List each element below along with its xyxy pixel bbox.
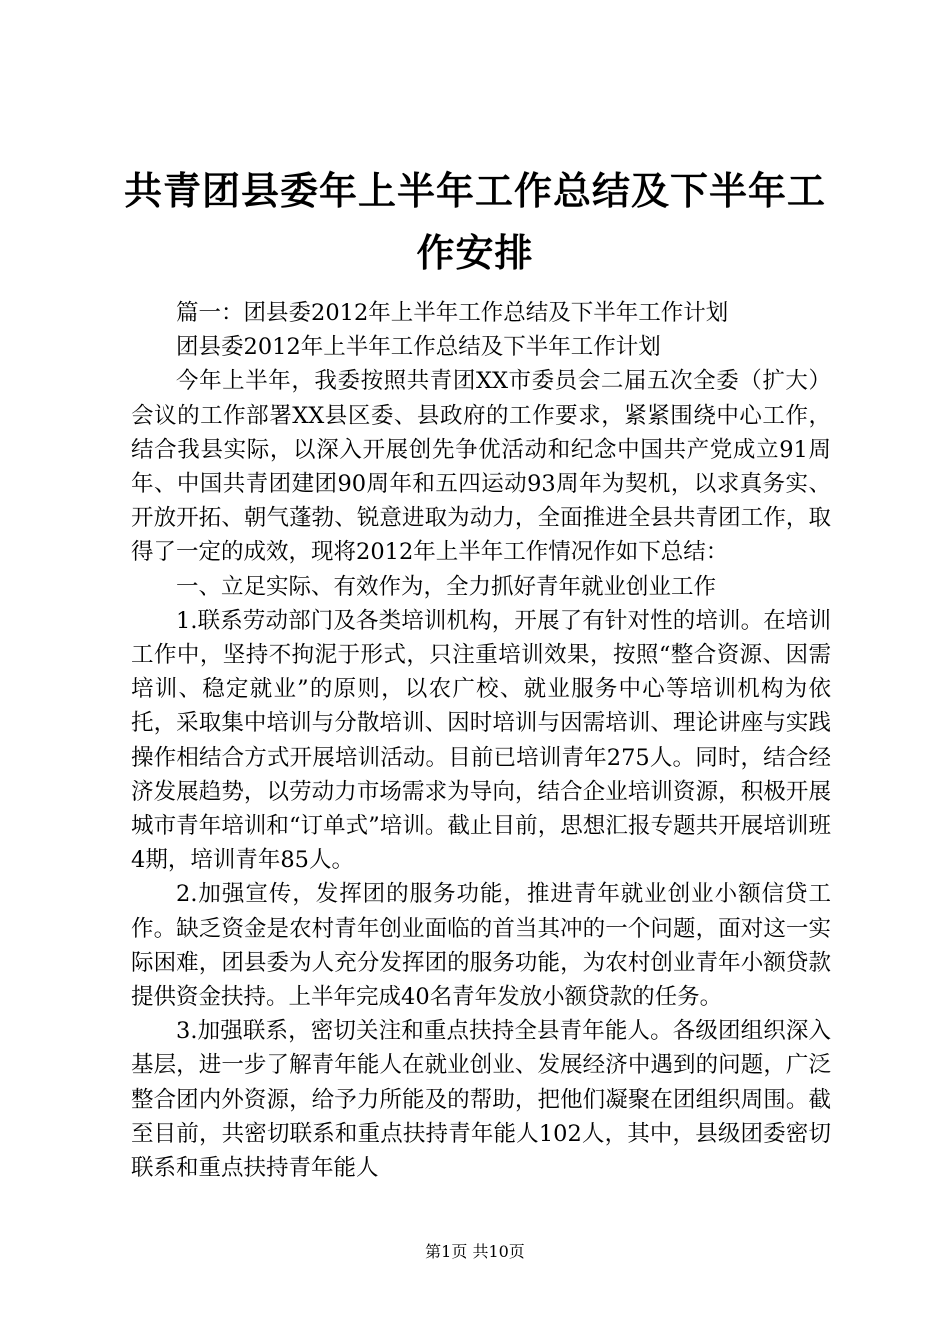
document-body xyxy=(131,296,831,1185)
page-number-footer: 第1页 共10页 xyxy=(425,1242,525,1261)
paragraph-item-3: 3.加强联系，密切关注和重点扶持全县青年能人。各级团组织深入基层，进一步了解青年能人在就业创业、发展经济中遇到的问题，广泛整合团内外资源，给予力所能及的帮助，把他们凝聚在团组织周围。截至目前，共密切联系和重点扶持青年能人102人，其中，县级团委密切联系和重点扶持青年能人 xyxy=(131,1018,831,1182)
paragraph-subtitle: 团县委2012年上半年工作总结及下半年工作计划 xyxy=(176,334,661,361)
paragraph-item-2: 2.加强宣传，发挥团的服务功能，推进青年就业创业小额信贷工作。缺乏资金是农村青年创业面临的首当其冲的一个问题，面对这一实际困难，团县委为人充分发挥团的服务功能，为农村创业青年小额贷款提供资金扶持。上半年完成40名青年发放小额贷款的任务。 xyxy=(131,881,831,1011)
paragraph-intro: 今年上半年，我委按照共青团XX市委员会二届五次全委（扩大）会议的工作部署XX县区委、县政府的工作要求，紧紧围绕中心工作，结合我县实际，以深入开展创先争优活动和纪念中国共产党成立91周年、中国共青团建团90周年和五四运动93周年为契机，以求真务实、开放开拓、朝气蓬勃、锐意进取为动力，全面推进全县共青团工作，取得了一定的成效，现将2012年上半年工作情况作如下总结： xyxy=(131,368,831,566)
paragraph-heading-1: 一、立足实际、有效作为，全力抓好青年就业创业工作 xyxy=(176,573,717,600)
paragraph-section-heading: 篇一：团县委2012年上半年工作总结及下半年工作计划 xyxy=(176,300,729,326)
paragraph-item-1: 1.联系劳动部门及各类培训机构，开展了有针对性的培训。在培训工作中，坚持不拘泥于形式，只注重培训效果，按照“整合资源、因需培训、稳定就业”的原则，以农广校、就业服务中心等培训机构为依托，采取集中培训与分散培训、因时培训与因需培训、理论讲座与实践操作相结合方式开展培训活动。目前已培训青年275人。同时，结合经济发展趋势，以劳动力市场需求为导向，结合企业培训资源，积极开展城市青年培训和“订单式”培训。截止目前，思想汇报专题共开展培训班4期，培训青年85人。 xyxy=(131,607,831,874)
document-title: 共青团县委年上半年工作总结及下半年工作安排 xyxy=(123,169,826,275)
